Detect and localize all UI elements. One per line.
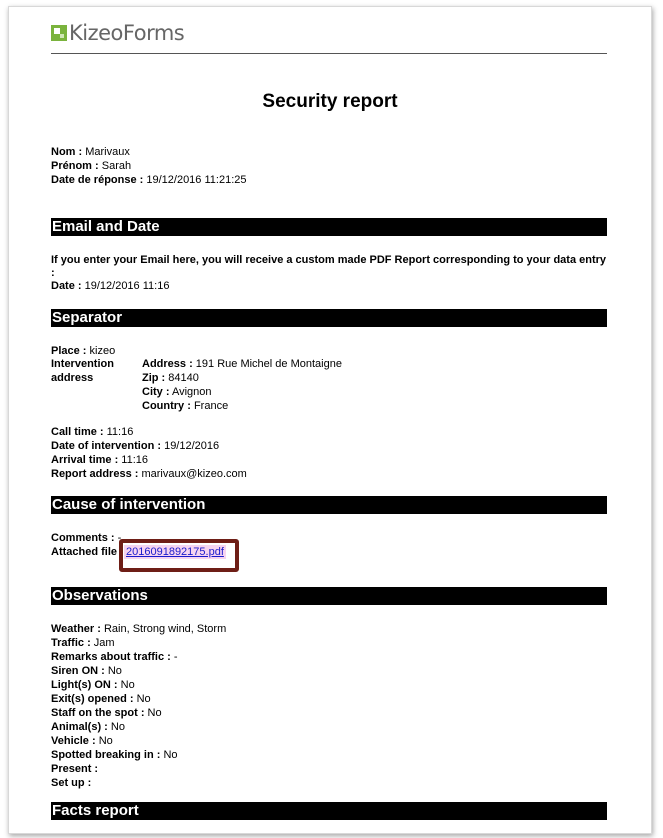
intervention-address-label: Intervention xyxy=(51,358,114,370)
lights-row: Light(s) ON : No xyxy=(51,679,135,691)
attached-file-link[interactable]: 2016091892175.pdf xyxy=(126,546,224,558)
separator-heading: Separator xyxy=(51,309,607,327)
traffic-row: Traffic : Jam xyxy=(51,637,115,649)
date-of-intervention-row: Date of intervention : 19/12/2016 xyxy=(51,440,220,452)
arrival-time-row: Arrival time : 11:16 xyxy=(51,454,149,466)
address-row: Address : 191 Rue Michel de Montaigne xyxy=(142,358,342,370)
city-row: City : Avignon xyxy=(142,386,212,398)
email-and-date-heading: Email and Date xyxy=(51,218,607,236)
comments-row: Comments : - xyxy=(51,532,122,544)
country-row: Country : France xyxy=(142,400,229,412)
vehicle-row: Vehicle : No xyxy=(51,735,113,747)
prenom-row: Prénom : Sarah xyxy=(51,160,132,172)
report-title: Security report xyxy=(262,91,398,112)
date-row: Date : 19/12/2016 11:16 xyxy=(51,280,170,292)
header-divider xyxy=(51,53,607,54)
intervention-address-label-2: address xyxy=(51,372,94,384)
call-time-row: Call time : 11:16 xyxy=(51,426,134,438)
remarks-row: Remarks about traffic : - xyxy=(51,651,178,663)
cause-of-intervention-heading: Cause of intervention xyxy=(51,496,607,514)
date-reponse-row: Date de réponse : 19/12/2016 11:21:25 xyxy=(51,174,247,186)
observations-heading: Observations xyxy=(51,587,607,605)
attached-file-highlight xyxy=(119,539,239,572)
staff-row: Staff on the spot : No xyxy=(51,707,162,719)
breaking-in-row: Spotted breaking in : No xyxy=(51,749,178,761)
nom-row: Nom : Marivaux xyxy=(51,146,130,158)
facts-report-heading: Facts report xyxy=(51,802,607,820)
set-up-row: Set up : xyxy=(51,777,92,789)
report-page xyxy=(8,6,652,834)
attached-file-label: Attached file : xyxy=(51,546,124,558)
kizeo-logo-icon xyxy=(51,25,67,41)
email-prompt-colon: : xyxy=(51,267,55,279)
weather-row: Weather : Rain, Strong wind, Storm xyxy=(51,623,227,635)
exits-row: Exit(s) opened : No xyxy=(51,693,151,705)
place-row: Place : kizeo xyxy=(51,345,116,357)
kizeo-forms-logo xyxy=(51,21,184,45)
siren-row: Siren ON : No xyxy=(51,665,122,677)
report-address-row: Report address : marivaux@kizeo.com xyxy=(51,468,247,480)
animals-row: Animal(s) : No xyxy=(51,721,125,733)
logo-text: KizeoForms xyxy=(69,21,185,45)
zip-row: Zip : 84140 xyxy=(142,372,199,384)
email-prompt: If you enter your Email here, you will receive a custom made PDF Report corresponding to your data entry xyxy=(51,254,607,266)
present-row: Present : xyxy=(51,763,99,775)
